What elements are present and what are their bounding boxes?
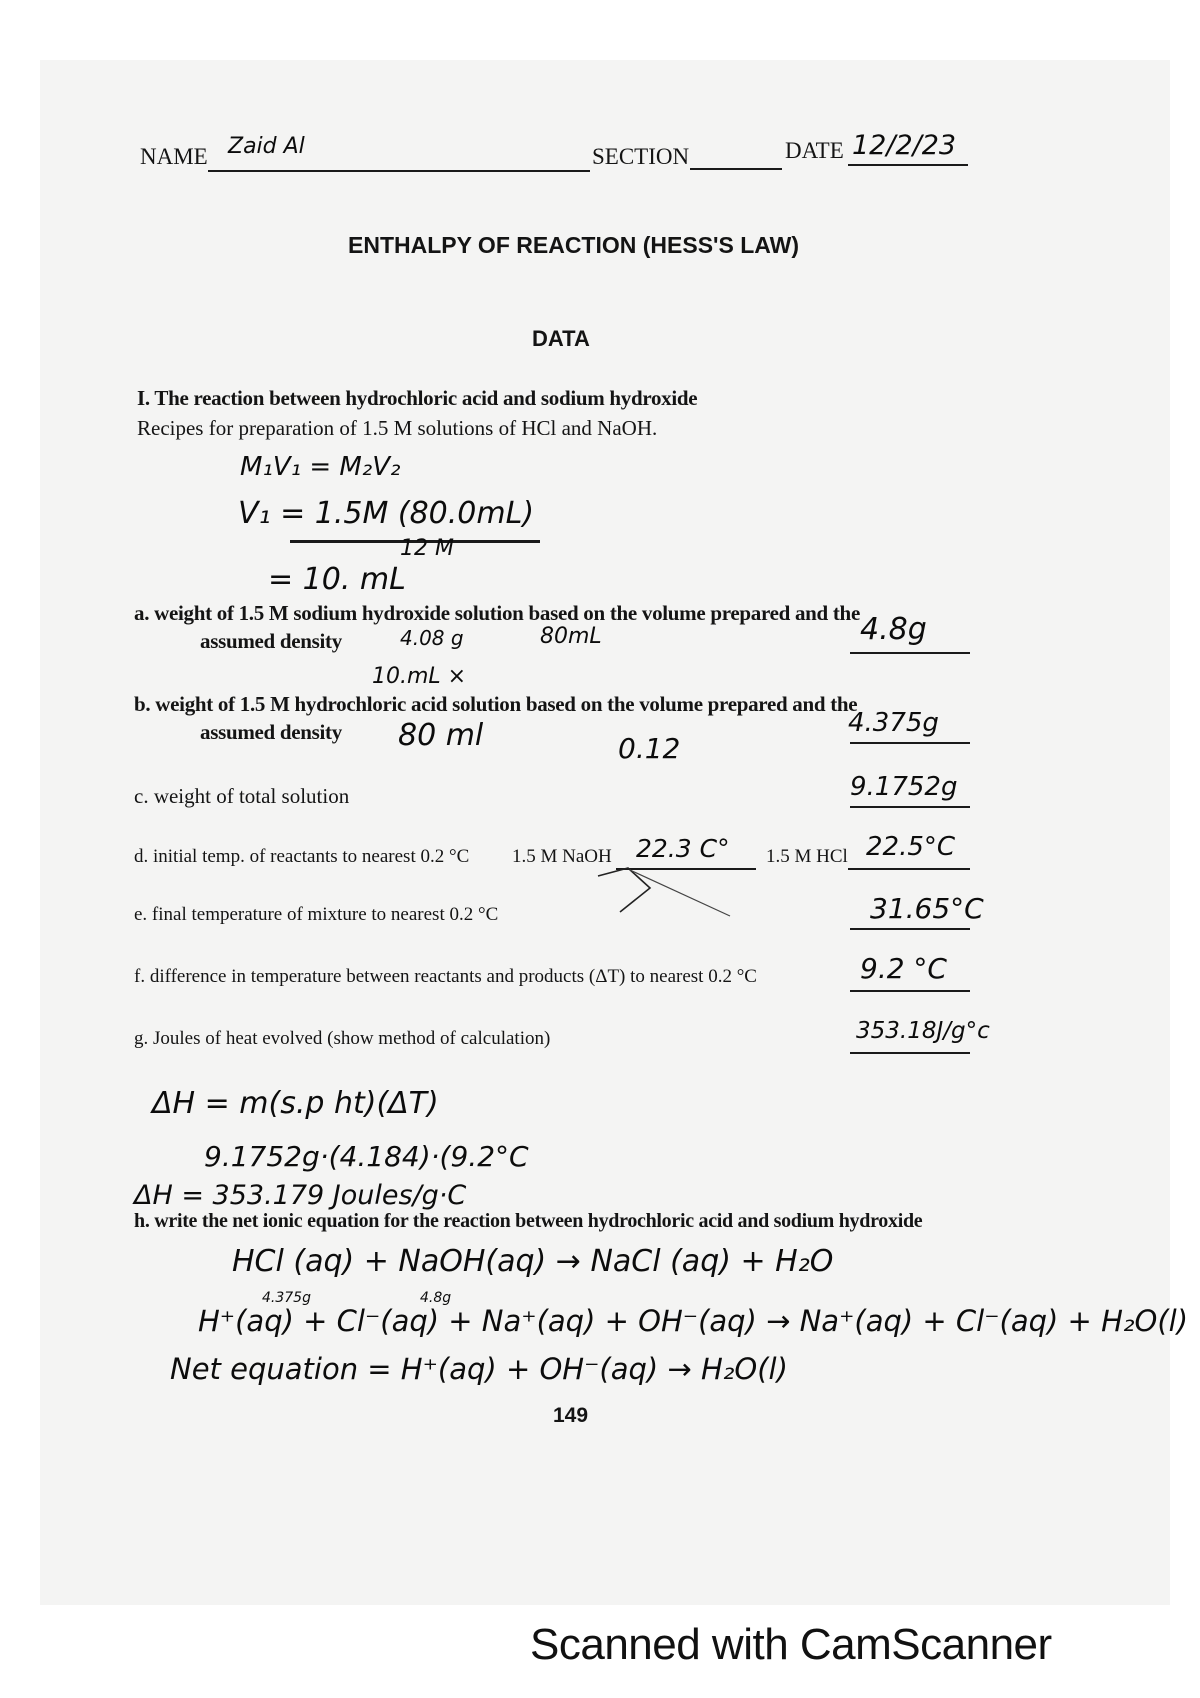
item-h-note-hcl-mass: 4.375g [262, 1290, 311, 1306]
work-dilution-denominator: 12 M [400, 536, 454, 561]
recipe-text: Recipes for preparation of 1.5 M solutions of HCl and NaOH. [137, 416, 658, 440]
date-line [848, 164, 968, 166]
item-g-answer: 353.18J/g°c [856, 1018, 990, 1044]
item-d-hcl-value: 22.5°C [866, 832, 956, 862]
item-c-answer: 9.1752g [850, 772, 958, 802]
camscanner-watermark: Scanned with CamScanner [530, 1620, 1052, 1669]
item-c-text: c. weight of total solution [134, 784, 350, 808]
date-value: 12/2/23 [852, 130, 957, 161]
item-b-note-volume: 80 ml [398, 718, 484, 753]
date-label: DATE [785, 138, 844, 163]
data-heading: DATA [532, 326, 590, 351]
item-a-text: a. weight of 1.5 M sodium hydroxide solution based on the volume prepared and the [134, 601, 860, 625]
item-f-text: f. difference in temperature between reactants and products (ΔT) to nearest 0.2 °C [134, 966, 757, 987]
item-d-hcl-label: 1.5 M HCl [766, 846, 848, 867]
item-b-answer-line [850, 742, 970, 744]
page-title: ENTHALPY OF REACTION (HESS'S LAW) [348, 232, 800, 258]
name-line [208, 170, 590, 172]
item-b-note-fraction: 0.12 [618, 732, 681, 765]
item-a-note-10ml: 10.mL × [372, 664, 467, 689]
item-a-text-cont: assumed density [200, 629, 342, 653]
item-c-answer-line [850, 806, 970, 808]
item-b-answer: 4.375g [848, 708, 939, 738]
item-b-text-cont: assumed density [200, 720, 342, 744]
name-value: Zaid Al [228, 134, 305, 159]
item-d-hcl-line [848, 868, 970, 870]
item-g-work-formula: ΔH = m(s.p ht)(ΔT) [152, 1086, 439, 1121]
item-d-text: d. initial temp. of reactants to nearest 0.2 °C [134, 846, 470, 867]
item-g-work-substitution: 9.1752g·(4.184)·(9.2°C [204, 1140, 529, 1173]
item-g-work-result: ΔH = 353.179 Joules/g·C [134, 1180, 467, 1211]
item-f-answer-line [850, 990, 970, 992]
item-d-scribble [590, 862, 740, 922]
item-e-answer: 31.65°C [870, 892, 984, 925]
work-dilution-result: = 10. mL [268, 562, 406, 597]
section-label: SECTION [592, 144, 690, 169]
item-g-text: g. Joules of heat evolved (show method of calculation) [134, 1028, 551, 1049]
item-h-ionic-eq: H⁺(aq) + Cl⁻(aq) + Na⁺(aq) + OH⁻(aq) → Na⁺(aq) + Cl⁻(aq) + H₂O(l) [198, 1304, 1189, 1338]
page-number: 149 [553, 1404, 589, 1427]
item-f-answer: 9.2 °C [860, 952, 947, 985]
item-d-naoh-value: 22.3 C° [636, 834, 730, 863]
item-h-text: h. write the net ionic equation for the reaction between hydrochloric acid and sodium hydroxide [134, 1210, 923, 1232]
work-dilution-eq: M₁V₁ = M₂V₂ [240, 452, 401, 482]
item-h-note-naoh-mass: 4.8g [420, 1290, 452, 1306]
section-line [690, 168, 782, 170]
item-h-molecular-eq: HCl (aq) + NaOH(aq) → NaCl (aq) + H₂O [232, 1244, 834, 1279]
work-dilution-v1: V₁ = 1.5M (80.0mL) [238, 496, 535, 531]
item-a-note-volume: 80mL [540, 624, 602, 649]
item-a-answer: 4.8g [860, 612, 927, 647]
item-d-naoh-label: 1.5 M NaOH [512, 846, 612, 867]
item-b-text: b. weight of 1.5 M hydrochloric acid solution based on the volume prepared and the [134, 692, 858, 716]
item-a-answer-line [850, 652, 970, 654]
item-h-net-eq: Net equation = H⁺(aq) + OH⁻(aq) → H₂O(l) [170, 1352, 788, 1386]
item-e-answer-line [850, 928, 970, 930]
name-label: NAME [140, 144, 208, 169]
item-e-text: e. final temperature of mixture to nearest 0.2 °C [134, 904, 499, 925]
item-g-answer-line [850, 1052, 970, 1054]
part1-heading: I. The reaction between hydrochloric acid and sodium hydroxide [137, 386, 698, 410]
item-a-note-mass: 4.08 g [400, 626, 464, 650]
